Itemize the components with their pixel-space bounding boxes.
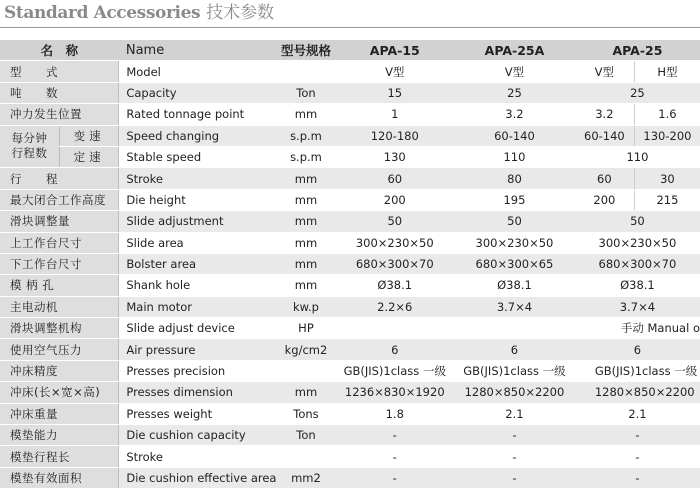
cell-apa25-v: 3.2: [575, 104, 635, 125]
table-header-row: [0, 40, 700, 61]
cell-apa25a: 2.1: [454, 403, 575, 424]
cell-apa25-h: 215: [634, 189, 700, 210]
row-label-en: Slide area: [119, 232, 277, 253]
cell-apa25a: -: [454, 467, 575, 488]
cell-apa25a: 6: [454, 339, 575, 360]
row-unit: kg/cm2: [276, 339, 335, 360]
cell-apa25a: GB(JIS)1class 一级: [454, 360, 575, 381]
cell-apa25: 25: [575, 82, 700, 103]
row-unit: Tons: [276, 403, 335, 424]
cell-apa25: 2.1: [575, 403, 700, 424]
row-group-label-line1: 每分钟: [11, 131, 48, 146]
table-row: [0, 61, 700, 82]
table-row: [0, 211, 700, 232]
cell-apa15: 680×300×70: [335, 253, 454, 274]
row-label-cn: 型 式: [0, 61, 119, 82]
row-unit: s.p.m: [276, 146, 335, 167]
row-label-cn: 下工作台尺寸: [0, 253, 119, 274]
row-unit: HP: [276, 318, 335, 339]
col-header-name-en: Name: [119, 40, 277, 61]
cell-apa15: 1236×830×1920: [335, 382, 454, 403]
cell-apa25-h: 30: [634, 168, 700, 189]
row-unit: [276, 360, 335, 381]
row-label-cn: 最大闭合工作高度: [0, 189, 119, 210]
cell-apa25a: Ø38.1: [454, 275, 575, 296]
cell-apa25: 1280×850×2200: [575, 382, 700, 403]
row-unit: mm: [276, 382, 335, 403]
row-label-en: Stroke: [119, 446, 277, 467]
row-label-en: Slide adjustment: [119, 211, 277, 232]
table-row: [0, 189, 700, 210]
row-group-label-line2: 行程数: [11, 146, 48, 161]
table-row: [0, 232, 700, 253]
cell-apa25a: 60-140: [454, 125, 575, 146]
row-label-cn: 冲床重量: [0, 403, 119, 424]
table-row: [0, 82, 700, 103]
row-unit: [276, 446, 335, 467]
cell-apa15: 1: [335, 104, 454, 125]
cell-apa25a: 1280×850×2200: [454, 382, 575, 403]
table-row: [0, 382, 700, 403]
cell-apa25a: 300×230×50: [454, 232, 575, 253]
row-unit: mm: [276, 168, 335, 189]
table-row: [0, 360, 700, 381]
cell-apa25: Ø38.1: [575, 275, 700, 296]
row-unit: s.p.m: [276, 125, 335, 146]
row-unit: Ton: [276, 82, 335, 103]
cell-apa25a: 680×300×65: [454, 253, 575, 274]
cell-apa25a: 80: [454, 168, 575, 189]
row-label-en: Capacity: [119, 82, 277, 103]
row-label-cn: 上工作台尺寸: [0, 232, 119, 253]
cell-apa15: 50: [335, 211, 454, 232]
cell-apa15: GB(JIS)1class 一级: [335, 360, 454, 381]
table-row: [0, 467, 700, 488]
row-unit: kw.p: [276, 296, 335, 317]
spec-table: [0, 40, 700, 489]
cell-apa25: GB(JIS)1class 一级: [575, 360, 700, 381]
cell-apa15: 130: [335, 146, 454, 167]
table-row: [0, 339, 700, 360]
row-unit: mm: [276, 189, 335, 210]
row-label-en: Bolster area: [119, 253, 277, 274]
row-label-cn: 模 柄 孔: [0, 275, 119, 296]
cell-apa15: -: [335, 467, 454, 488]
cell-apa15: 15: [335, 82, 454, 103]
table-row: [0, 146, 700, 167]
cell-apa15: -: [335, 446, 454, 467]
table-row: [0, 104, 700, 125]
row-label-en: Main motor: [119, 296, 277, 317]
row-unit: mm: [276, 211, 335, 232]
table-row: [0, 403, 700, 424]
row-label-cn: 模垫能力: [0, 425, 119, 446]
row-label-en: Air pressure: [119, 339, 277, 360]
cell-apa25-v: 200: [575, 189, 635, 210]
page-title: [4, 1, 274, 25]
row-label-cn: 滑块调整量: [0, 211, 119, 232]
page-title-en: Standard Accessories: [4, 3, 201, 23]
row-label-cn: 行 程: [0, 168, 119, 189]
cell-apa15: 200: [335, 189, 454, 210]
cell-apa15: 1.8: [335, 403, 454, 424]
row-label-en: Die cushion capacity: [119, 425, 277, 446]
cell-apa25a: 110: [454, 146, 575, 167]
row-unit: mm: [276, 232, 335, 253]
row-label-en: Die height: [119, 189, 277, 210]
cell-apa15: 6: [335, 339, 454, 360]
cell-apa25-v: V型: [575, 61, 635, 82]
row-unit: mm2: [276, 467, 335, 488]
row-label-en: Presses precision: [119, 360, 277, 381]
cell-all-models: 手动 Manual o: [335, 318, 700, 339]
row-label-cn: 主电动机: [0, 296, 119, 317]
row-unit: mm: [276, 253, 335, 274]
row-label-cn: 冲床(长×宽×高): [0, 382, 119, 403]
row-sub-label-cn: 变速: [59, 125, 118, 146]
cell-apa25a: 3.2: [454, 104, 575, 125]
row-unit: mm: [276, 275, 335, 296]
cell-apa25-v: 60-140: [575, 125, 635, 146]
cell-apa25-h: 130-200: [634, 125, 700, 146]
row-sub-label-cn: 定速: [59, 146, 118, 167]
row-label-cn: 使用空气压力: [0, 339, 119, 360]
row-unit: Ton: [276, 425, 335, 446]
table-row: [0, 168, 700, 189]
cell-apa25a: 50: [454, 211, 575, 232]
cell-apa25: 680×300×70: [575, 253, 700, 274]
cell-apa25: -: [575, 467, 700, 488]
row-group-label-cn: [0, 125, 59, 168]
row-label-cn: 冲床精度: [0, 360, 119, 381]
row-label-en: Model: [119, 61, 277, 82]
col-header-apa25a: APA-25A: [454, 40, 575, 61]
cell-apa25: 300×230×50: [575, 232, 700, 253]
cell-apa25: 50: [575, 211, 700, 232]
cell-apa25a: 3.7×4: [454, 296, 575, 317]
cell-apa25-h: 1.6: [634, 104, 700, 125]
cell-apa15: 60: [335, 168, 454, 189]
table-row: [0, 253, 700, 274]
col-header-name-cn-text: 名 称: [40, 43, 79, 59]
col-header-apa15: APA-15: [335, 40, 454, 61]
row-label-en: Speed changing: [119, 125, 277, 146]
col-header-name-cn: [0, 40, 119, 61]
table-row: [0, 425, 700, 446]
cell-apa25: 110: [575, 146, 700, 167]
row-label-en: Rated tonnage point: [119, 104, 277, 125]
cell-apa25: 6: [575, 339, 700, 360]
table-row: [0, 125, 700, 146]
table-row: [0, 446, 700, 467]
row-label-cn: 模垫有效面积: [0, 467, 119, 488]
row-label-cn: 冲力发生位置: [0, 104, 119, 125]
cell-apa25a: 25: [454, 82, 575, 103]
col-header-apa25: APA-25: [575, 40, 700, 61]
row-label-cn: 吨 数: [0, 82, 119, 103]
cell-apa25: -: [575, 446, 700, 467]
cell-apa15: 300×230×50: [335, 232, 454, 253]
cell-apa25-v: 60: [575, 168, 635, 189]
row-label-en: Shank hole: [119, 275, 277, 296]
cell-apa25: -: [575, 425, 700, 446]
row-label-en: Presses weight: [119, 403, 277, 424]
col-header-unit: 型号规格: [276, 40, 335, 61]
cell-apa15: 2.2×6: [335, 296, 454, 317]
row-label-en: Die cushion effective area: [119, 467, 277, 488]
page-title-zh: 技术参数: [206, 3, 275, 23]
cell-apa15: -: [335, 425, 454, 446]
cell-apa25-h: H型: [634, 61, 700, 82]
cell-apa25a: 195: [454, 189, 575, 210]
row-label-en: Presses dimension: [119, 382, 277, 403]
row-label-en: Stroke: [119, 168, 277, 189]
row-unit: [276, 61, 335, 82]
cell-apa25a: -: [454, 446, 575, 467]
cell-apa25a: V型: [454, 61, 575, 82]
row-label-cn: 滑块调整机构: [0, 318, 119, 339]
row-label-en: Slide adjust device: [119, 318, 277, 339]
cell-apa15: Ø38.1: [335, 275, 454, 296]
title-divider: [0, 27, 700, 28]
cell-apa25: 3.7×4: [575, 296, 700, 317]
table-row: [0, 296, 700, 317]
row-label-en: Stable speed: [119, 146, 277, 167]
cell-apa25a: -: [454, 425, 575, 446]
row-unit: mm: [276, 104, 335, 125]
cell-apa15: 120-180: [335, 125, 454, 146]
table-row: [0, 275, 700, 296]
cell-apa15: V型: [335, 61, 454, 82]
row-label-cn: 模垫行程长: [0, 446, 119, 467]
table-row: [0, 318, 700, 339]
